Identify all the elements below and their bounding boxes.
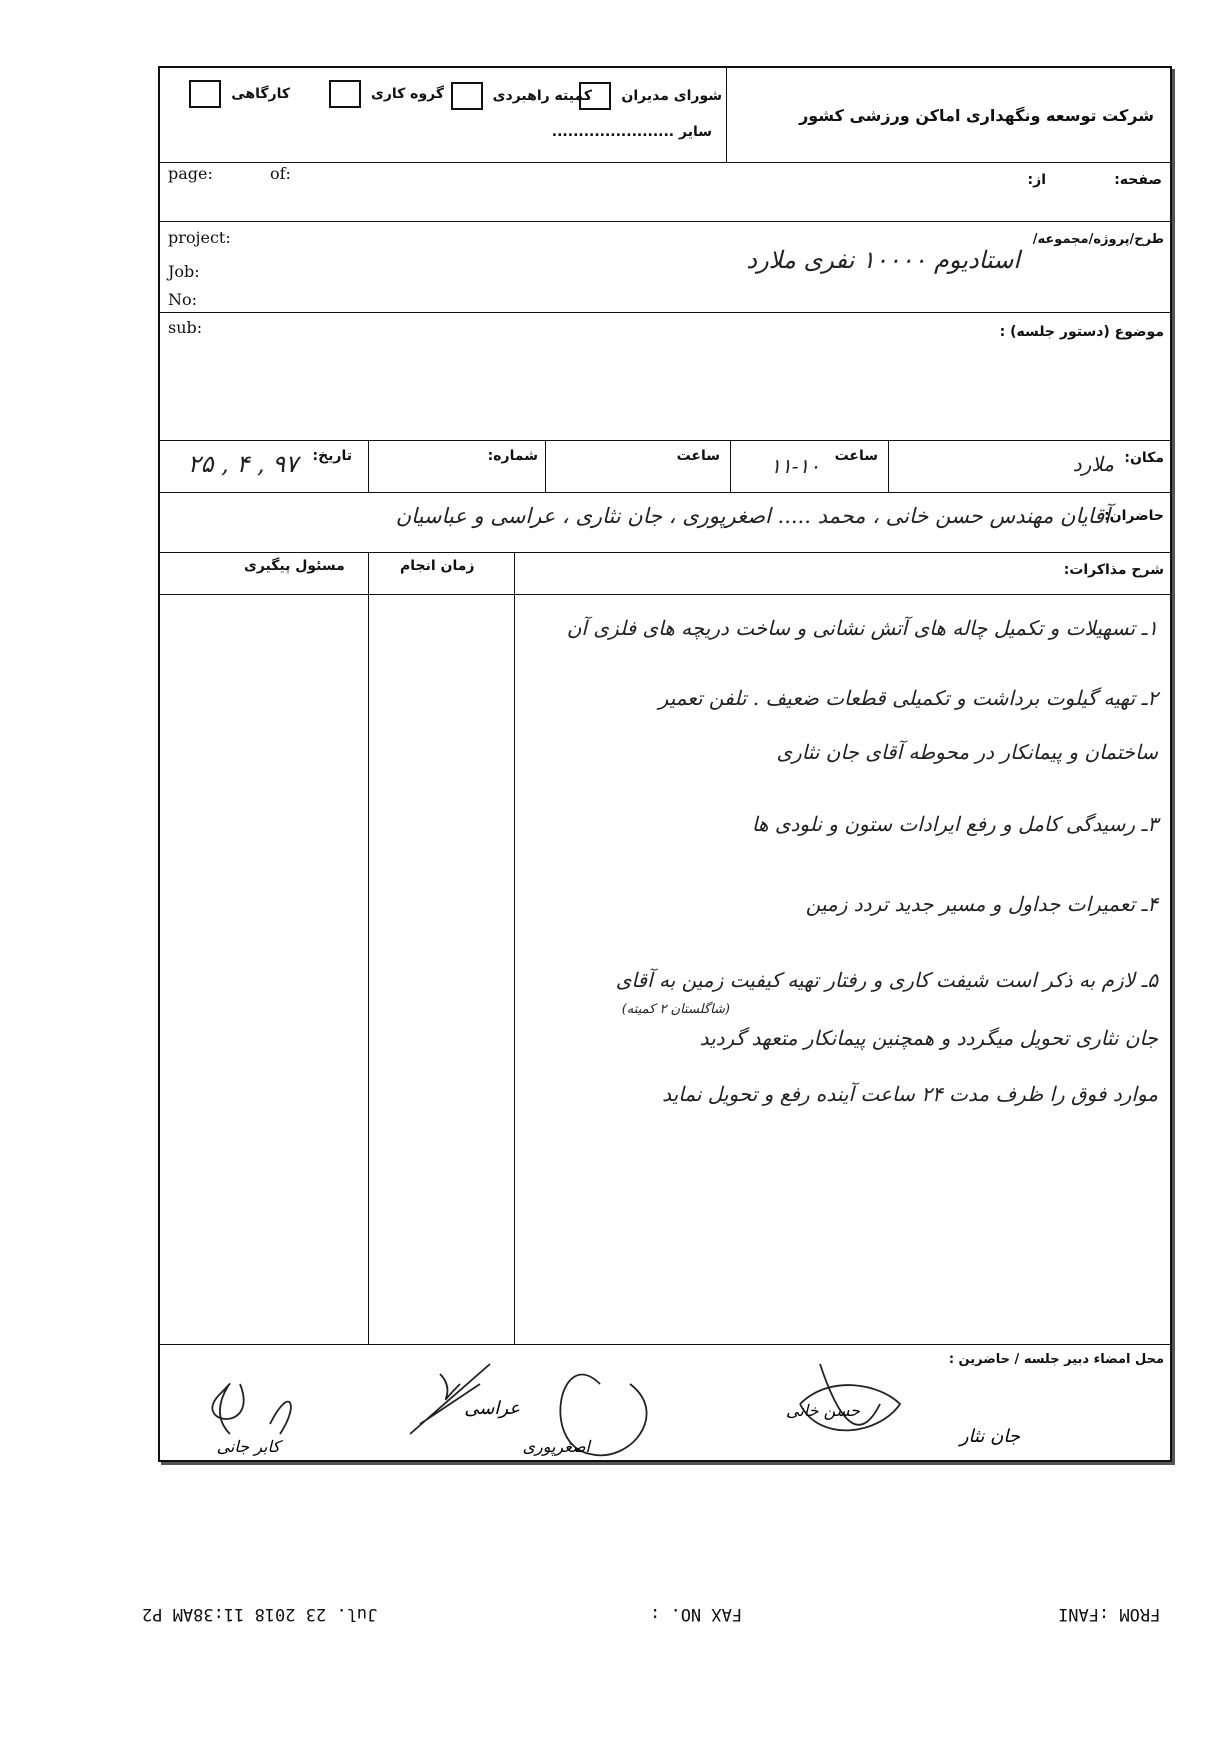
signature-name: جان نثار <box>959 1426 1020 1447</box>
checkbox-board-of-managers[interactable] <box>579 82 722 110</box>
signature-name: حسن خانی <box>786 1401 860 1420</box>
no-label-en: No: <box>168 290 198 309</box>
list-item: موارد فوق را ظرف مدت ۲۴ ساعت آینده رفع و تحویل نماید <box>662 1082 1158 1106</box>
job-label-en: Job: <box>168 262 200 281</box>
number-label: شماره: <box>487 448 538 464</box>
list-item: ۵ـ لازم به ذکر است شیفت کاری و رفتار تهیه کیفیت زمین به آقای <box>615 968 1158 992</box>
list-item: ۳ـ رسیدگی کامل و رفع ایرادات ستون و نلودی ها <box>751 812 1158 836</box>
of-label-fa: از: <box>1027 172 1046 188</box>
checkbox-working-group[interactable] <box>329 80 444 108</box>
checkbox-box[interactable] <box>189 80 221 108</box>
checkbox-steering-committee[interactable] <box>451 82 592 110</box>
signature-name: عراسی <box>464 1398 520 1419</box>
page-label-fa: صفحه: <box>1114 172 1162 188</box>
signatures-label: محل امضاء دبیر جلسه / حاضرین : <box>948 1352 1164 1367</box>
other-label: سایر <box>679 124 712 140</box>
date-value: ۹۷ , ۴ , ۲۵ <box>187 450 298 478</box>
checkbox-label: کمیته راهبردی <box>492 88 592 104</box>
list-item: ۱ـ تسهیلات و تکمیل چاله های آتش نشانی و ساخت دریچه های فلزی آن <box>566 616 1158 640</box>
of-label-en: of: <box>270 164 291 183</box>
item-note: (شاگلستان ۲ کمیته) <box>621 1002 730 1017</box>
col-responsible-header: مسئول پیگیری <box>244 558 345 574</box>
meeting-minutes-form <box>158 66 1172 1462</box>
project-handwritten: استادیوم ۱۰۰۰۰ نفری ملارد <box>746 246 1020 274</box>
place-value: ملارد <box>1072 452 1114 476</box>
sub-label-fa: موضوع (دستور جلسه) : <box>999 324 1164 340</box>
checkbox-box[interactable] <box>451 82 483 110</box>
discussion-items <box>514 594 1170 1344</box>
meta-row <box>160 440 1170 492</box>
sub-label-en: sub: <box>168 318 203 337</box>
signature-name: اصغرپوری <box>522 1437 590 1456</box>
time2-label: ساعت <box>676 448 720 464</box>
date-label: تاریخ: <box>312 448 352 464</box>
project-label-en: project: <box>168 228 231 247</box>
place-label: مکان: <box>1124 450 1164 466</box>
checkbox-label: شورای مدیران <box>621 88 722 104</box>
project-label-fa: طرح/پروژه/مجموعه/ <box>1032 232 1164 247</box>
col-description-header: شرح مذاکرات: <box>1063 562 1164 578</box>
fax-date: Jul. 23 2018 11:38AM P2 <box>142 1604 378 1624</box>
time-value: ۱۱-۱۰ <box>770 454 820 478</box>
other-dots: ....................... <box>551 124 675 140</box>
company-name: شرکت توسعه ونگهداری اماکن ورزشی کشور <box>799 106 1154 125</box>
list-item: ۴ـ تعمیرات جداول و مسیر جدید تردد زمین <box>805 892 1158 916</box>
signature-name: کابر جانی <box>216 1437 280 1456</box>
attendees-value: آقایان مهندس حسن خانی ، محمد ..... اصغرپوری ، جان نثاری ، عراسی و عباسیان <box>395 504 1110 528</box>
time-label: ساعت <box>834 448 878 464</box>
attendees-label: حاضران: <box>1104 508 1164 524</box>
fax-number: FAX NO. : <box>650 1604 743 1624</box>
col-deadline-header: زمان انجام <box>400 558 475 574</box>
other-field <box>552 124 712 140</box>
header-section <box>160 68 1170 162</box>
signatures-area <box>160 1344 1170 1458</box>
checkbox-label: گروه کاری <box>371 86 444 102</box>
checkbox-box[interactable] <box>329 80 361 108</box>
fax-from: FROM :FANI <box>1058 1604 1161 1624</box>
list-item: ساختمان و پیمانکار در محوطه آقای جان نثاری <box>776 740 1158 764</box>
list-item: ۲ـ تهیه گیلوت برداشت و تکمیلی قطعات ضعیف . تلفن تعمیر <box>658 686 1158 710</box>
list-item: جان نثاری تحویل میگردد و همچنین پیمانکار متعهد گردید <box>699 1026 1158 1050</box>
page-label-en: page: <box>168 164 213 183</box>
checkbox-workshop[interactable] <box>189 80 290 108</box>
checkbox-label: کارگاهی <box>231 86 290 102</box>
